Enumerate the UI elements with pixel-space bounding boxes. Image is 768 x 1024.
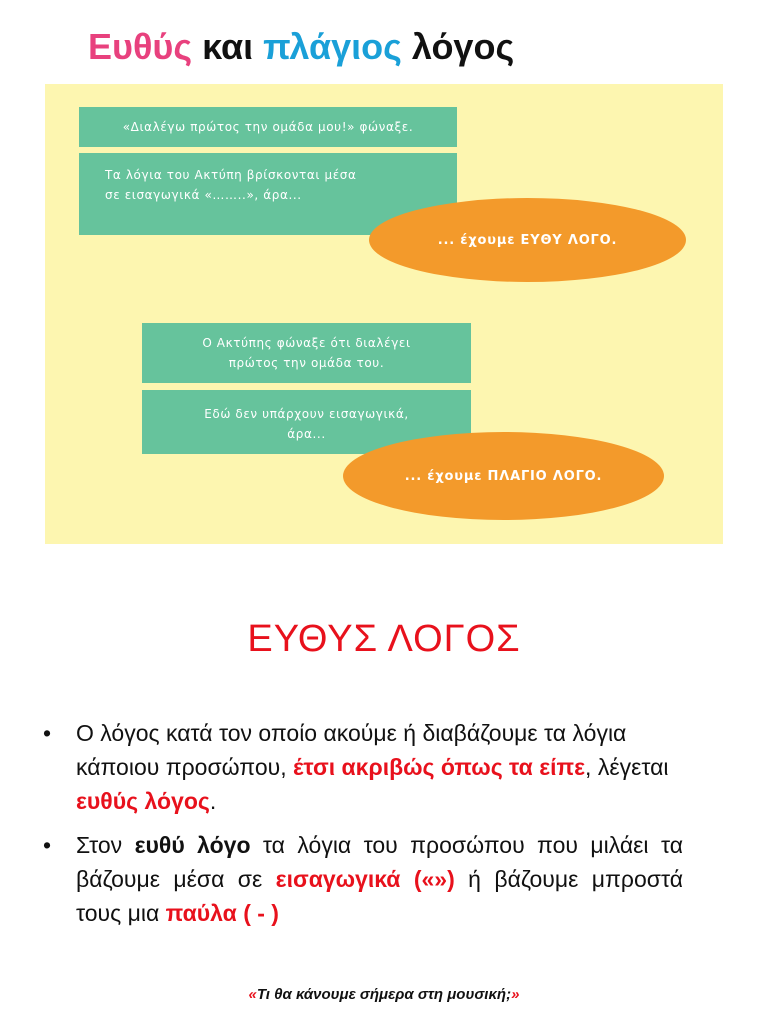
title-word-speech: λόγος [411, 26, 515, 67]
example-sentence [0, 986, 768, 1003]
title-word-direct: Ευθύς [88, 26, 193, 67]
example-text: Τι θα κάνουμε σήμερα στη μουσική; [256, 986, 512, 1003]
section-heading: ΕΥΘΥΣ ΛΟΓΟΣ [247, 618, 521, 660]
title-word-indirect: πλάγιος [263, 26, 402, 67]
bullet-icon: • [43, 720, 52, 746]
direct-speech-conclusion-oval [369, 198, 686, 282]
bullet-icon: • [43, 832, 52, 858]
indirect-speech-explanation-line2: άρα... [287, 427, 326, 441]
title-word-and: και [202, 26, 254, 67]
indirect-speech-explanation-line1: Εδώ δεν υπάρχουν εισαγωγικά, [204, 407, 409, 421]
close-quote: » [511, 986, 520, 1003]
direct-speech-explanation-line1: Τα λόγια του Ακτύπη βρίσκονται μέσα [105, 168, 357, 182]
direct-speech-example-text: «Διαλέγω πρώτος την ομάδα μου!» φώναξε. [122, 120, 414, 134]
list-item: • Στον ευθύ λόγο τα λόγια του προσώπου που μιλάει τα βάζουμε μέσα σε εισαγωγικά («») ή βάζουμε μπροστά τους μια παύλα ( - ) [43, 828, 683, 930]
indirect-speech-example-line2: πρώτος την ομάδα του. [228, 356, 385, 370]
indirect-speech-conclusion-oval [343, 432, 664, 520]
open-quote: « [248, 986, 257, 1003]
direct-speech-example-box [79, 107, 457, 147]
page-title [88, 26, 514, 68]
indirect-speech-conclusion-text: ... έχουμε ΠΛΑΓΙΟ ΛΟΓΟ. [404, 468, 603, 484]
direct-speech-explanation-line2: σε εισαγωγικά «……..», άρα... [105, 188, 302, 202]
indirect-speech-example-line1: Ο Ακτύπης φώναξε ότι διαλέγει [202, 336, 411, 350]
indirect-speech-example-box [142, 323, 471, 383]
definition-list [43, 716, 683, 940]
direct-speech-conclusion-text: ... έχουμε ΕΥΘΥ ΛΟΓΟ. [437, 232, 618, 248]
list-item: • Ο λόγος κατά τον οποίο ακούμε ή διαβάζουμε τα λόγια κάποιου προσώπου, έτσι ακριβώς όπως τα είπε, λέγεται ευθύς λόγος. [43, 716, 683, 818]
